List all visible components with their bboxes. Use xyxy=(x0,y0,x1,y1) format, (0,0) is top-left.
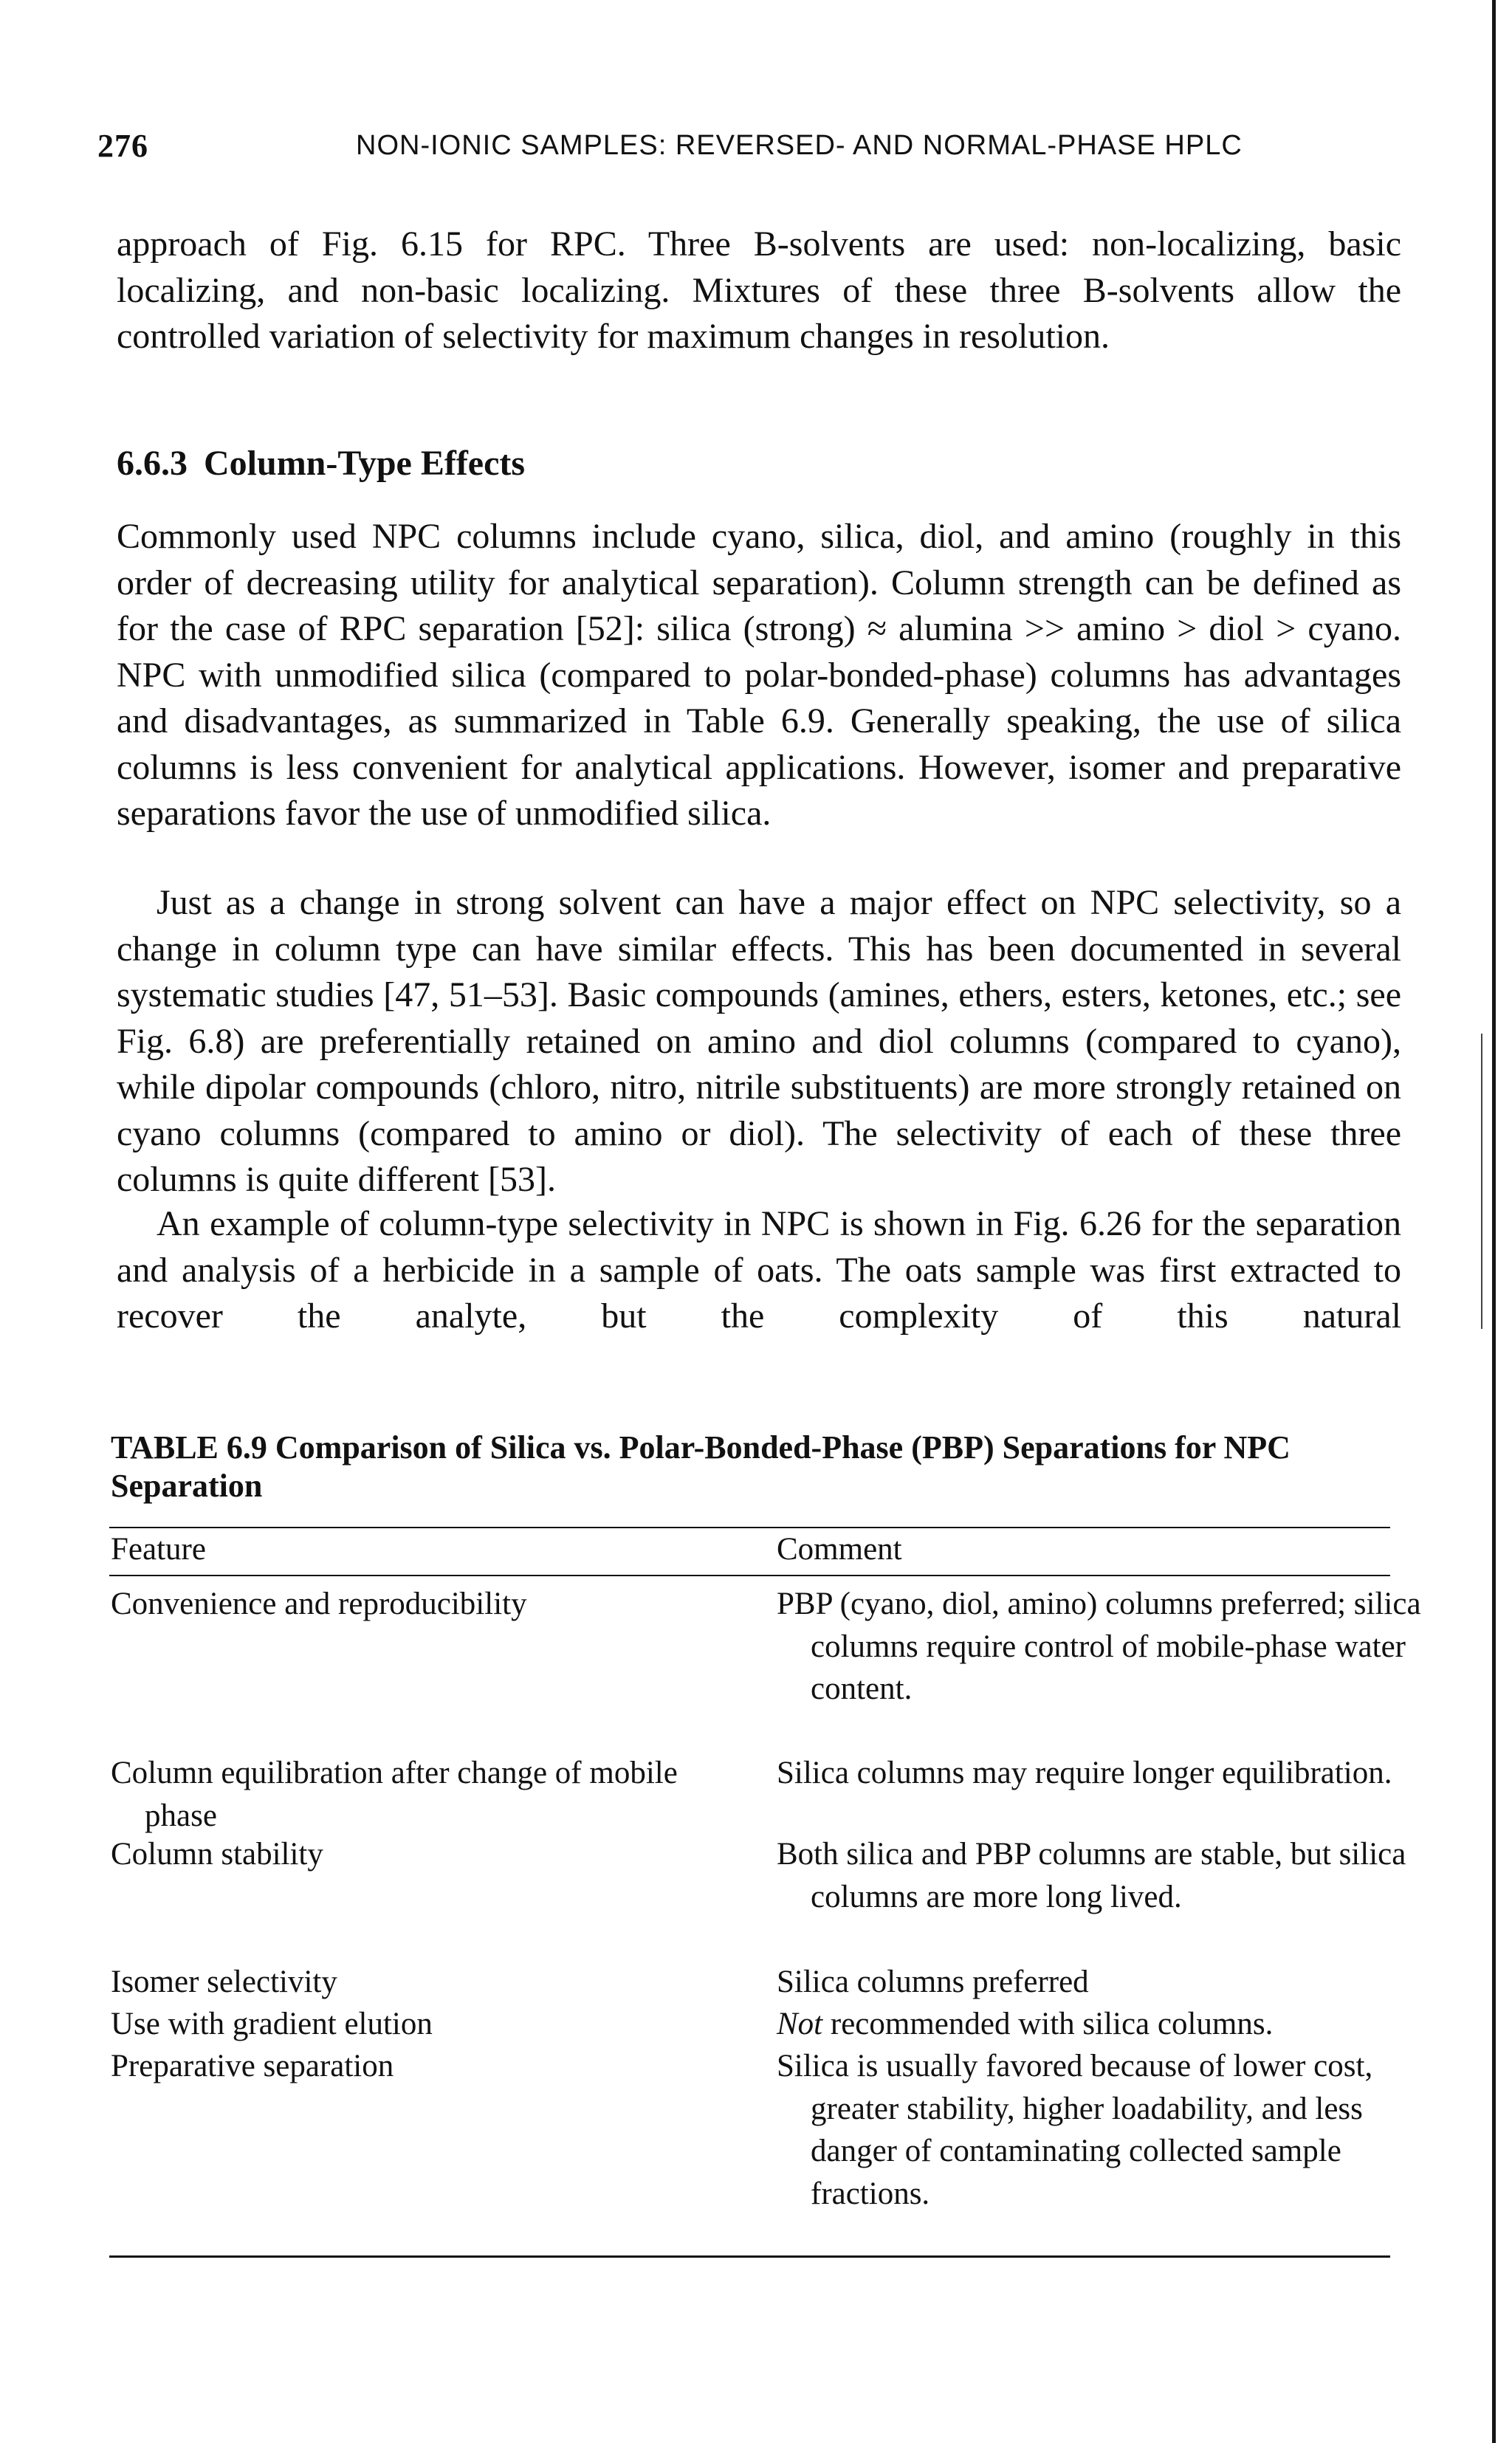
section-heading xyxy=(117,443,525,484)
table-header-rule xyxy=(109,1575,1390,1576)
table-cell-feature: Column stability xyxy=(111,1837,323,1872)
paragraph-example: An example of column-type selectivity in NPC is shown in Fig. 6.26 for the separation and analysis of a herbicide in a sample of oats. The oats sample was first extracted to recover the analyte, but the complexity of this natural xyxy=(117,1204,1401,1336)
comment-text: recommended with silica columns. xyxy=(822,2007,1274,2041)
emphasis-not: Not xyxy=(777,2007,823,2041)
table-cell-comment: Silica columns preferred xyxy=(777,1965,1089,1999)
section-number: 6.6.3 xyxy=(117,444,188,483)
table-cell-feature: Isomer selectivity xyxy=(111,1965,337,1999)
table-cell-feature: Column equilibration after change of mobile phase xyxy=(111,1756,678,1833)
table-header-comment: Comment xyxy=(777,1532,902,1567)
page-header xyxy=(97,127,1404,171)
scan-edge-mark xyxy=(1481,1034,1482,1329)
table-cell-comment: Silica is usually favored because of lower cost, greater stability, higher loadability, and less danger of contaminating collected sample fractions. xyxy=(777,2049,1373,2211)
paragraph-selectivity: Just as a change in strong solvent can have a major effect on NPC selectivity, so a change in column type can have similar effects. This has been documented in several systematic studies [47, 51–53]. Basic compounds (amines, ethers, esters, ketones, etc.; see Fig. 6.8) are preferentially retained on amino and diol columns (compared to cyano), while dipolar compounds (chloro, nitro, nitrile substituents) are more strongly retained on cyano columns (compared to amino or diol). The selectivity of each of these three columns is quite different [53]. xyxy=(117,883,1401,1199)
table-bottom-rule xyxy=(109,2255,1390,2258)
table-cell-feature: Use with gradient elution xyxy=(111,2007,433,2041)
running-head: NON-IONIC SAMPLES: REVERSED- AND NORMAL-PHASE HPLC xyxy=(356,130,1243,161)
table-cell-comment: PBP (cyano, diol, amino) columns preferred; silica columns require control of mobile-phase water content. xyxy=(777,1587,1421,1706)
paragraph-column-types: Commonly used NPC columns include cyano, silica, diol, and amino (roughly in this order of decreasing utility for analytical separation). Column strength can be defined as for the case of RPC separation [52]: silica (strong) ≈ alumina >> amino > diol > cyano. NPC with unmodified silica (compared to polar-bonded-phase) columns has advantages and disadvantages, as summarized in Table 6.9. Generally speaking, the use of silica columns is less convenient for analytical applications. However, isomer and preparative separations favor the use of unmodified silica. xyxy=(117,517,1401,833)
table-header-feature: Feature xyxy=(111,1532,206,1567)
table-caption: TABLE 6.9 Comparison of Silica vs. Polar-Bonded-Phase (PBP) Separations for NPC Separation xyxy=(111,1429,1291,1504)
table-cell-comment: Silica columns may require longer equilibration. xyxy=(777,1756,1392,1790)
section-title: Column-Type Effects xyxy=(204,444,526,483)
scan-edge-shadow xyxy=(1492,0,1496,2443)
page-number: 276 xyxy=(97,128,148,164)
table-cell-comment xyxy=(777,2003,1431,2046)
table-cell-feature: Preparative separation xyxy=(111,2049,394,2083)
table-top-rule xyxy=(109,1527,1390,1528)
paragraph-continuation: approach of Fig. 6.15 for RPC. Three B-solvents are used: non-localizing, basic localizing, and non-basic localizing. Mixtures of these three B-solvents allow the controlled variation of selectivity for maximum changes in resolution. xyxy=(117,224,1401,356)
table-cell-comment: Both silica and PBP columns are stable, but silica columns are more long lived. xyxy=(777,1837,1406,1914)
table-cell-feature: Convenience and reproducibility xyxy=(111,1587,527,1621)
